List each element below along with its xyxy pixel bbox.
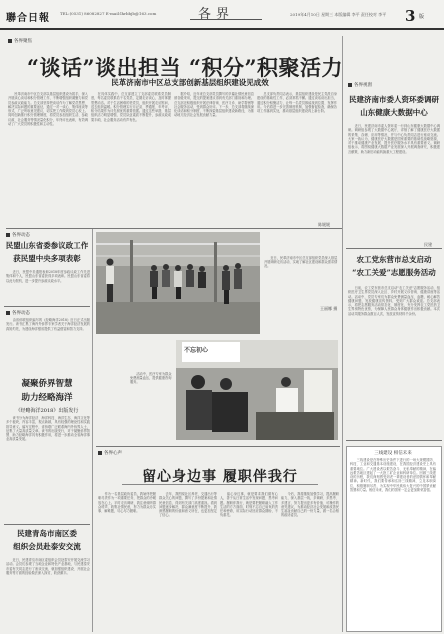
info-card-body: 三线建设是在特殊历史条件下进行的一场大规模国防、科技、工业和交通基本设施建设，在我国经济建设史上具有重要地位。广大建设者以艰苦奋斗、无私奉献的精神，在偏远艰苦地区建起了一大批工矿企业和科研单位。回顾三线建设的历程，我们深刻感受到老一辈建设者的爱国情怀和奉献精神。新时代，我们要传承和弘扬三线精神，立足本职岗位，积极履职尽责，为实现中华民族伟大复兴的中国梦贡献智慧和力量。相信未来，我们的国家一定会更加繁荣富强。 [350, 458, 436, 493]
lead-subtitle: 民革济南市中区总支部创新基层组织建设见成效 [111, 78, 269, 87]
photo-caption: 近日，民革济南市中区总支部组织党员深入基层开展调研走访活动，实地了解社区建设和群众需求情况。 [264, 256, 338, 269]
bottom-body-col-3: 留心身边事，就是要求我们做有心人，善于从日常生活中发现问题、思考问题。履职伴我行，就是要把履职融入工作生活的方方面面，时刻不忘自己肩负的责任和使命，用实际行动回应群众期盼，不负重托。 [220, 492, 278, 518]
bottom-title-underline [122, 484, 318, 485]
bottom-body-col-4: 今后，我将继续加强学习，提高履职能力，深入基层一线，多调研、多思考、多建言，努力提出更多有价值、可操作的意见建议，为推动经济社会发展和改善民生福祉贡献自己的一份力量，做一名合格的政协委员。 [281, 492, 339, 518]
right-top-body: 近日，民建济南市委人资环委一行到山东健康大数据中心调研。调研组参观了大数据中心展厅，详细了解了健康医疗大数据的采集、存储、应用等情况，并与中心负责同志进行座谈交流。大家一致认为，健康医疗大数据是国家重要的基础性战略资源，对于推动健康产业发展、提升医疗服务水平具有重要意义。调研组表示，将围绕健康大数据产业发展深入开展调查研究，积极建言献策，助力新旧动能转换重大工程建设。 [348, 124, 440, 154]
left-top-title-line-1: 民盟山东省委参议政工作 [5, 241, 89, 250]
right-top-title-line-1: 民建济南市委人资环委调研 [349, 95, 439, 104]
left-mid-body-top: 由省侨联组织编写的《经略海洋2018》近日正式出版发行。该书汇集了海内外侨界专家学者关于海洋经济发展的真知灼见，为建设海洋强省提供了有益借鉴和智力支持。 [6, 318, 90, 331]
left-mid-title-line-1: 凝聚侨界智慧 [21, 379, 73, 389]
left-bottom-title-line-2: 组织会员赴泰安交流 [13, 542, 81, 551]
bottom-body-col-2: 去年，我围绕社区养老、交通出行等群众关心的问题，撰写了多份提案和社情民意信息，得到有关部门高度重视。看到问题逐步解决，群众满意度不断提升，我深感履职的价值和意义所在，也更加坚定了信心。 [159, 492, 217, 518]
right-mid-title-line-1: 农工党东营市总支启动 [356, 255, 432, 264]
masthead: 聯合日報 [6, 13, 50, 24]
lead-body-col-1: 民革济南市中区总支部以基层组织建设为抓手，深入开展谈心谈话和积分管理工作，不断增强组织凝聚力和党员参政议政能力。总支部坚持把谈话作为了解党员思想、解决实际问题的重要途径，通过一对一谈心、集体座谈等形式，广泛听取意见建议，切实把工作做到党员心坎上。同时创新推行积分管理制度，将党员参加组织生活、参政议政、社会服务等情况量化积分，年终评比表彰，有效调动了广大党员的积极性和主动性。 [8, 92, 88, 127]
left-top-title-line-2: 获民盟中央多项表彰 [13, 254, 81, 263]
bottom-body-col-1: 作为一名基层政协委员，我始终把履职尽责作为一项重要任务，把群众的冷暖放在心上。平时走访调研，我注意倾听群众呼声，收集社情民意，努力为群众办实事、解难题，尽心尽力履职。 [98, 492, 156, 514]
photo-caption-credit: 王丽娜 摄 [320, 306, 338, 311]
left-mid-body: 该书分为海洋经济、海洋科技、海洋生态、海洋文化等多个板块，内容丰富，观点新颖，具有较强的理论性和实践指导意义。编写过程中，省侨联广泛联系海内外侨界人士，征集了大量高质量文章。该书的出版发行，对于凝聚侨界智慧、助力经略海洋具有积极作用，将进一步推动全省海洋事业高质量发展。 [6, 416, 90, 442]
right-top-kicker: 各界视窗 [348, 82, 372, 88]
section-name: 各界 [198, 7, 235, 22]
clinic-caption: 活动中，医疗专家为群众免费测量血压，提供健康咨询服务。 [130, 372, 172, 385]
right-mid-body: 日前，农工党东营市总支启动"农工关爱"志愿服务活动，组织医疗卫生界党员深入社区、乡村开展义诊咨询、健康讲座等活动。活动中，党员专家们为群众免费测量血压、血糖，耐心解答健康问题，发放健康宣传资料，受到广大群众欢迎。总支部表示，将把志愿服务活动常态化、制度化，充分发挥农工党医药卫生界别特色优势，为保障人民群众身体健康作出积极贡献。本次活动共服务群众数百人次，发放宣传材料千余份。 [348, 286, 440, 316]
right-top-rule [346, 248, 442, 249]
photo-sign-text: 不忘初心 [184, 347, 209, 354]
lead-bottom-rule [6, 228, 342, 229]
left-bottom-title-line-1: 民建青岛市南区委 [17, 529, 77, 538]
right-top-byline: 民建 [424, 242, 432, 247]
page-number: 3 [405, 7, 416, 25]
header-date: 2019年4月10日 星期三 本版编辑 李平 责任校对 李平 [290, 12, 387, 17]
left-top-rule [4, 306, 90, 307]
lead-body-col-2: 在具体实践中，总支部建立了支部委员联系党员制度，每名委员联系若干名党员，定期走访谈心，及时掌握思想动态。对于生活困难的老党员，组织开展走访慰问，送去组织温暖。积分管理实行月记录、季通报、年考评，积分结果作为评先树优的重要依据。通过这些举措，基层组织活力明显增强，党员队伍素质不断提升，参政议政成果丰硕，社会服务活动有声有色。 [91, 92, 171, 122]
left-mid-title-line-2: 助力经略海洋 [21, 393, 73, 403]
left-top-body: 近日，民盟中央通报表彰2018年度参政议政工作先进集体和个人，民盟山东省委获得多项表彰。民盟山东省委将以此为契机，进一步提升参政议政水平。 [6, 270, 90, 283]
clinic-photo [176, 340, 338, 440]
meeting-photo [96, 232, 260, 334]
lead-kicker: 各界聚焦 [8, 38, 32, 44]
lead-body-col-4: 总支部负责同志表示，基层组织建设是民主党派自身建设的基础性工作，必须常抓不懈。通过谈话谈出担当，通过积分积聚活力，让每一名党员都能找到位置、发挥作用。今后将进一步完善制度机制，加强督促检查，确保各项工作落到实处，推动基层组织建设再上新台阶。 [257, 92, 337, 114]
left-mid-kicker: 各界动态 [6, 310, 30, 316]
section-rule [190, 19, 262, 20]
lead-title: “谈话”谈出担当 “积分”积聚活力 [26, 55, 344, 80]
lead-byline: 陈媛媛 [318, 222, 330, 227]
left-mid-rule [4, 524, 90, 525]
left-bottom-body: 近日，民建青岛市南区委组织会员赴泰安开展交流学习活动。会员们参观了当地企业和特色产业基地，与民建泰安市委有关同志进行了座谈交流，就加强组织建设、开展社会服务等方面的经验做法深入探讨，收获颇丰。 [6, 558, 90, 575]
right-mid-title-line-2: “农工关爱”志愿服务活动 [352, 268, 436, 277]
bottom-title: 留心身边事 履职伴我行 [142, 469, 298, 485]
left-mid-title-line-3: 《经略海洋2018》出版发行 [15, 408, 79, 414]
bottom-kicker: 各界心声 [98, 450, 122, 456]
right-column-rule [342, 36, 343, 632]
meeting-photo-image [96, 232, 260, 334]
info-card-title: 三线建设 相信未来 [374, 451, 412, 456]
left-top-kicker: 各界动态 [6, 232, 30, 238]
clinic-photo-image [176, 340, 338, 440]
bottom-article-top-rule [96, 446, 340, 447]
header-contact: TEL:(0531) 86082827 E-mail:lhrbbjb@163.com [60, 11, 157, 16]
right-top-title-line-2: 山东健康大数据中心 [360, 108, 428, 117]
right-mid-rule [346, 440, 442, 441]
lead-body-col-3: 据介绍，近年来总支部党员撰写的多篇社情民意信息被各级采用，提交的提案建议得到有关部门重视和办理。总支部还积极组织开展法律咨询、医疗义诊、助学帮困等社会服务活动，受到群众好评。下一步，总支部将继续深化谈话和积分制度，不断探索基层组织建设新路径，为推动地方经济社会发展贡献力量。 [174, 92, 254, 118]
page-number-suffix: 版 [419, 14, 425, 20]
left-column-rule [92, 228, 93, 632]
